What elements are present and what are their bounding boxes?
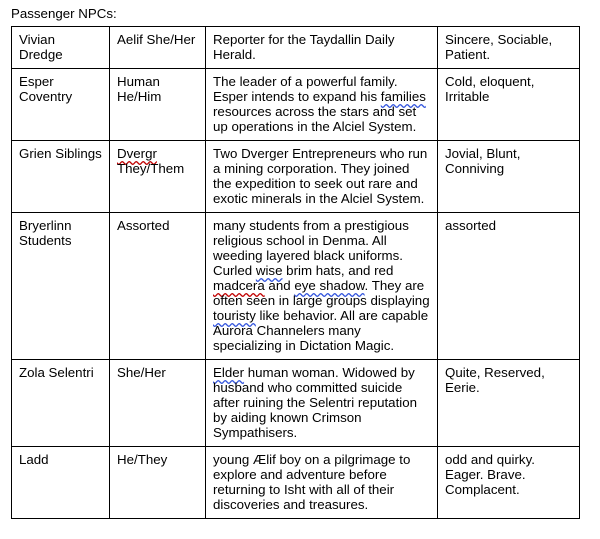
npc-traits: Quite, Reserved, Eerie. [438, 360, 580, 447]
npc-pronoun: They/Them [117, 161, 185, 176]
table-row [12, 141, 580, 213]
npc-race[interactable]: Dvergr [117, 146, 157, 161]
table-row [12, 213, 580, 360]
npc-traits: assorted [438, 213, 580, 360]
npc-name: Ladd [12, 447, 110, 519]
npc-description: Elder human woman. Widowed by husband who committed suicide after ruining the Selentri reputation by aiding known Crimson Sympathisers. [206, 360, 438, 447]
npc-description: many students from a prestigious religious school in Denma. All weeding layered black uniforms. Curled wise brim hats, and red madcera and eye shadow. They are often seen in large groups displaying touristy like behavior. All are capable Aurora Channelers many specializing in Dictation Magic. [206, 213, 438, 360]
npc-race: Human [117, 74, 160, 89]
npc-description: Two Dverger Entrepreneurs who run a mining corporation. They joined the expedition to seek out rare and exotic minerals in the Alciel System. [206, 141, 438, 213]
npc-name: Grien Siblings [12, 141, 110, 213]
page-heading: Passenger NPCs: [11, 6, 117, 21]
npc-description: The leader of a powerful family. Esper intends to expand his families resources across the stars and set up operations in the Alciel System. [206, 69, 438, 141]
grammar-flagged-word[interactable]: Elder [213, 365, 245, 380]
npc-pronouns: He/They [110, 447, 206, 519]
grammar-flagged-word[interactable]: eye shadow [294, 278, 365, 293]
npc-pronouns [110, 69, 206, 141]
npc-name: Bryerlinn Students [12, 213, 110, 360]
npc-name: Esper Coventry [12, 69, 110, 141]
npc-name: Vivian Dredge [12, 27, 110, 69]
npc-description: young Ælif boy on a pilgrimage to explore and adventure before returning to Isht with all of their discoveries and treasures. [206, 447, 438, 519]
table-row [12, 69, 580, 141]
npc-traits: Sincere, Sociable, Patient. [438, 27, 580, 69]
npc-traits: Cold, eloquent, Irritable [438, 69, 580, 141]
grammar-flagged-word[interactable]: touristy [213, 308, 256, 323]
grammar-flagged-word[interactable]: wise [255, 263, 283, 278]
npc-name: Zola Selentri [12, 360, 110, 447]
npc-description: Reporter for the Taydallin Daily Herald. [206, 27, 438, 69]
spelling-flagged-word[interactable]: madcera [213, 278, 265, 293]
npc-pronouns: She/Her [110, 360, 206, 447]
npc-table [11, 26, 580, 519]
npc-traits: Jovial, Blunt, Conniving [438, 141, 580, 213]
npc-pronoun: He/Him [117, 89, 162, 104]
npc-pronouns: Assorted [110, 213, 206, 360]
npc-traits: odd and quirky. Eager. Brave. Complacent. [438, 447, 580, 519]
npc-pronouns [110, 141, 206, 213]
grammar-flagged-word[interactable]: families [380, 89, 426, 104]
table-row [12, 447, 580, 519]
npc-pronouns: Aelif She/Her [110, 27, 206, 69]
table-row [12, 360, 580, 447]
table-row [12, 27, 580, 69]
